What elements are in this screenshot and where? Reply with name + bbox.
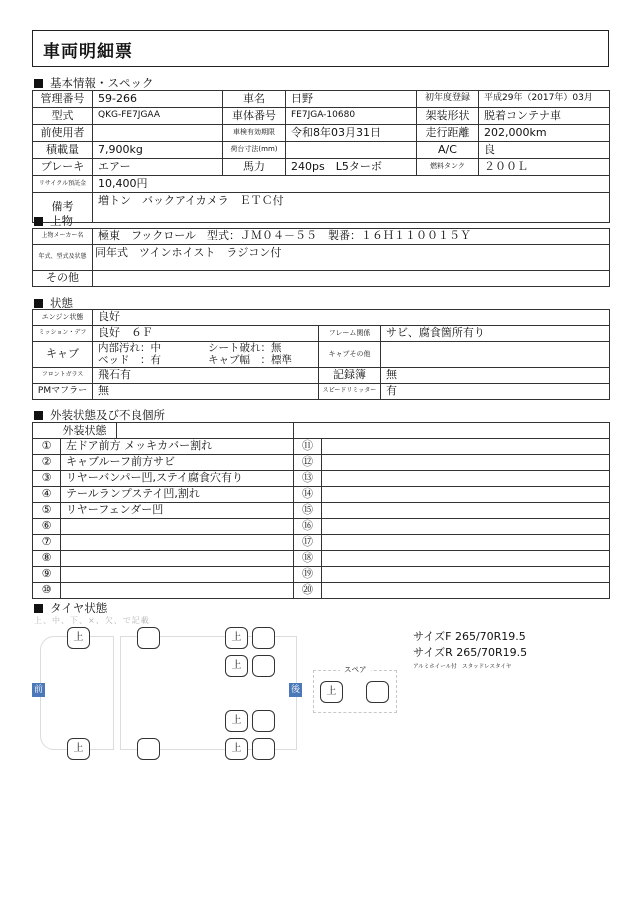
defect-text (61, 519, 294, 535)
defect-text (61, 551, 294, 567)
table-row (33, 142, 610, 159)
value-mileage: 202,000km (479, 125, 610, 142)
table-row (33, 487, 610, 503)
cab-line-1 (98, 343, 313, 354)
tire-rear-right-inner[interactable]: 上 (225, 710, 248, 732)
defect-number: ⑱ (294, 551, 322, 567)
tire-size-front: サイズF 265/70R19.5 (413, 630, 526, 643)
table-row (33, 503, 610, 519)
tire-wheel-note: アルミホイール付 スタッドレスタイヤ (413, 664, 512, 670)
defect-text: キャブルーフ前方サビ (61, 455, 294, 471)
value-cab (93, 342, 319, 368)
defect-number: ② (33, 455, 61, 471)
label-cab-other: キャブその他 (319, 342, 381, 368)
section-title: 外装状態及び不良個所 (50, 408, 165, 422)
label-body-year: 年式、型式及状態 (33, 245, 93, 271)
cab-interior-dirt: 内部汚れ：中 (98, 342, 161, 355)
value-inspection-expiry: 令和8年03月31日 (286, 125, 417, 142)
table-row (33, 535, 610, 551)
section-heading-exterior (32, 407, 165, 423)
square-bullet-icon (34, 604, 43, 613)
defect-number: ⑪ (294, 439, 322, 455)
defect-number: ⑯ (294, 519, 322, 535)
front-marker: 前 (33, 685, 43, 695)
value-body-maker: 極東 フックロール 型式：ＪＭ０４－５５ 製番：１６Ｈ１１００１５Ｙ (93, 229, 610, 245)
defect-number: ⑮ (294, 503, 322, 519)
square-bullet-icon (34, 217, 43, 226)
table-row (33, 455, 610, 471)
defect-text: テールランプステイ凹,割れ (61, 487, 294, 503)
section-heading-basic (32, 75, 154, 91)
table-row (33, 108, 610, 125)
label-bed-size: 荷台寸法(mm) (223, 142, 286, 159)
value-remarks: 増トン バックアイカメラ ＥＴＣ付 (93, 193, 610, 223)
tire-rear-right-outer[interactable]: 上 (225, 738, 248, 760)
label-capacity: 積載量 (33, 142, 93, 159)
value-windshield: 飛石有 (93, 368, 319, 384)
label-muffler: PMマフラー (33, 384, 93, 400)
label-fuel-tank: 燃料タンク (417, 159, 479, 176)
tire-middle-top[interactable] (137, 627, 160, 649)
value-muffler: 無 (93, 384, 319, 400)
value-logbook: 無 (381, 368, 610, 384)
cab-bed: ベッド ：有 (98, 353, 161, 366)
table-row (33, 551, 610, 567)
section-title: 基本情報・スペック (50, 76, 154, 90)
value-prev-user (93, 125, 223, 142)
table-row (33, 384, 610, 400)
value-model: QKG-FE7JGAA (93, 108, 223, 125)
defect-number: ⑩ (33, 583, 61, 599)
defect-number: ③ (33, 471, 61, 487)
basic-info-table (32, 90, 610, 223)
label-body-type: 架装形状 (417, 108, 479, 125)
section-heading-tires (32, 600, 107, 616)
value-body-type: 脱着コンテナ車 (479, 108, 610, 125)
tire-spare-1[interactable]: 上 (320, 681, 343, 703)
section-title: タイヤ状態 (50, 601, 108, 615)
value-brake: エアー (93, 159, 223, 176)
value-fuel-tank: ２００Ｌ (479, 159, 610, 176)
value-body-year: 同年式 ツインホイスト ラジコン付 (93, 245, 610, 271)
table-row (33, 125, 610, 142)
value-engine: 良好 (93, 310, 610, 326)
value-limiter: 有 (381, 384, 610, 400)
cab-line-2 (98, 355, 313, 366)
defect-text (61, 535, 294, 551)
rear-marker: 後 (290, 685, 300, 695)
square-bullet-icon (34, 79, 43, 88)
tire-rear-left-outer[interactable]: 上 (225, 627, 248, 649)
defect-number: ① (33, 439, 61, 455)
table-row (33, 471, 610, 487)
defect-number: ⑳ (294, 583, 322, 599)
label-mileage: 走行距離 (417, 125, 479, 142)
body-table (32, 228, 610, 287)
value-bed-size (286, 142, 417, 159)
cab-outline (40, 636, 114, 750)
defect-text (322, 487, 610, 503)
label-mission: ミッション・デフ (33, 326, 93, 342)
exterior-header (33, 423, 294, 439)
defect-text (322, 583, 610, 599)
value-horsepower: 240ps L5ターボ (286, 159, 417, 176)
exterior-header-blank (294, 423, 610, 439)
section-title: 上物 (50, 214, 73, 228)
tire-size-rear: サイズR 265/70R19.5 (413, 646, 528, 659)
defect-number: ⑭ (294, 487, 322, 503)
label-logbook: 記録簿 (319, 368, 381, 384)
defect-number: ⑫ (294, 455, 322, 471)
section-title: 状態 (50, 296, 73, 310)
label-inspection-expiry: 車検有効期限 (223, 125, 286, 142)
defect-text (322, 551, 610, 567)
tire-note: 上、中、下、×、欠、で記載 (34, 616, 150, 625)
label-first-reg: 初年度登録 (417, 91, 479, 108)
tire-rear-right-inner-2[interactable] (252, 710, 275, 732)
label-body-other: その他 (33, 271, 93, 287)
label-windshield: フロントガラス (33, 368, 93, 384)
value-car-name: 日野 (286, 91, 417, 108)
label-limiter: スピードリミッター (319, 384, 381, 400)
label-chassis-no: 車体番号 (223, 108, 286, 125)
value-body-other (93, 271, 610, 287)
page-title: 車両明細票 (43, 42, 133, 62)
table-row (33, 229, 610, 245)
defect-text (61, 567, 294, 583)
label-body-maker: 上物メーカー名 (33, 229, 93, 245)
tire-spare-2[interactable] (366, 681, 389, 703)
square-bullet-icon (34, 411, 43, 420)
table-row (33, 423, 610, 439)
table-row (33, 342, 610, 368)
label-prev-user: 前使用者 (33, 125, 93, 142)
square-bullet-icon (34, 299, 43, 308)
table-row (33, 326, 610, 342)
tire-front-right[interactable]: 上 (67, 738, 90, 760)
table-row (33, 176, 610, 193)
table-row (33, 567, 610, 583)
defect-text: リヤーバンパー凹,ステイ腐食穴有り (61, 471, 294, 487)
label-remarks: 備考 (33, 193, 93, 223)
defect-text (322, 535, 610, 551)
value-capacity: 7,900kg (93, 142, 223, 159)
title-box (32, 30, 609, 67)
defect-text: リヤーフェンダー凹 (61, 503, 294, 519)
defect-text (322, 567, 610, 583)
table-row (33, 310, 610, 326)
value-chassis-no: FE7JGA-10680 (286, 108, 417, 125)
defect-text: 左ドア前方 メッキカバー割れ (61, 439, 294, 455)
table-row (33, 271, 610, 287)
bed-outline (120, 636, 297, 750)
condition-table (32, 309, 610, 400)
defect-number: ④ (33, 487, 61, 503)
value-mgmt-no: 59-266 (93, 91, 223, 108)
table-row (33, 519, 610, 535)
table-row (33, 245, 610, 271)
table-row (33, 368, 610, 384)
value-recycle-fee: 10,400円 (93, 176, 610, 193)
value-cab-other (381, 342, 610, 368)
label-ac: A/C (417, 142, 479, 159)
defect-number: ⑲ (294, 567, 322, 583)
section-heading-body (32, 213, 73, 229)
defect-number: ⑧ (33, 551, 61, 567)
defect-number: ⑦ (33, 535, 61, 551)
spare-label: スペア (340, 664, 371, 675)
defect-text (322, 503, 610, 519)
label-mgmt-no: 管理番号 (33, 91, 93, 108)
exterior-header-label: 外装状態 (53, 423, 117, 438)
table-row (33, 159, 610, 176)
defect-text (322, 455, 610, 471)
defect-text (322, 439, 610, 455)
label-engine: エンジン状態 (33, 310, 93, 326)
label-horsepower: 馬力 (223, 159, 286, 176)
label-car-name: 車名 (223, 91, 286, 108)
tire-rear-left-outer-2[interactable] (252, 627, 275, 649)
table-row (33, 91, 610, 108)
tire-middle-bottom[interactable] (137, 738, 160, 760)
label-recycle-fee: リサイクル預託金 (33, 176, 93, 193)
label-frame: フレーム関係 (319, 326, 381, 342)
tire-rear-left-inner[interactable]: 上 (225, 655, 248, 677)
tire-rear-left-inner-2[interactable] (252, 655, 275, 677)
defect-number: ⑨ (33, 567, 61, 583)
cab-seat-tear: シート破れ：無 (208, 342, 282, 355)
label-cab: キャブ (33, 342, 93, 368)
defect-text (61, 583, 294, 599)
exterior-table (32, 422, 610, 599)
cab-width: キャブ幅 ：標準 (208, 353, 292, 366)
tire-rear-right-outer-2[interactable] (252, 738, 275, 760)
value-frame: サビ、腐食箇所有り (381, 326, 610, 342)
table-row (33, 193, 610, 223)
value-mission: 良好 ６Ｆ (93, 326, 319, 342)
defect-text (322, 519, 610, 535)
defect-number: ⑤ (33, 503, 61, 519)
value-first-reg: 平成29年（2017年）03月 (479, 91, 610, 108)
defect-number: ⑰ (294, 535, 322, 551)
defect-number: ⑥ (33, 519, 61, 535)
defect-number: ⑬ (294, 471, 322, 487)
tire-front-left[interactable]: 上 (67, 627, 90, 649)
label-brake: ブレーキ (33, 159, 93, 176)
value-ac: 良 (479, 142, 610, 159)
table-row (33, 583, 610, 599)
defect-text (322, 471, 610, 487)
label-model: 型式 (33, 108, 93, 125)
table-row (33, 439, 610, 455)
